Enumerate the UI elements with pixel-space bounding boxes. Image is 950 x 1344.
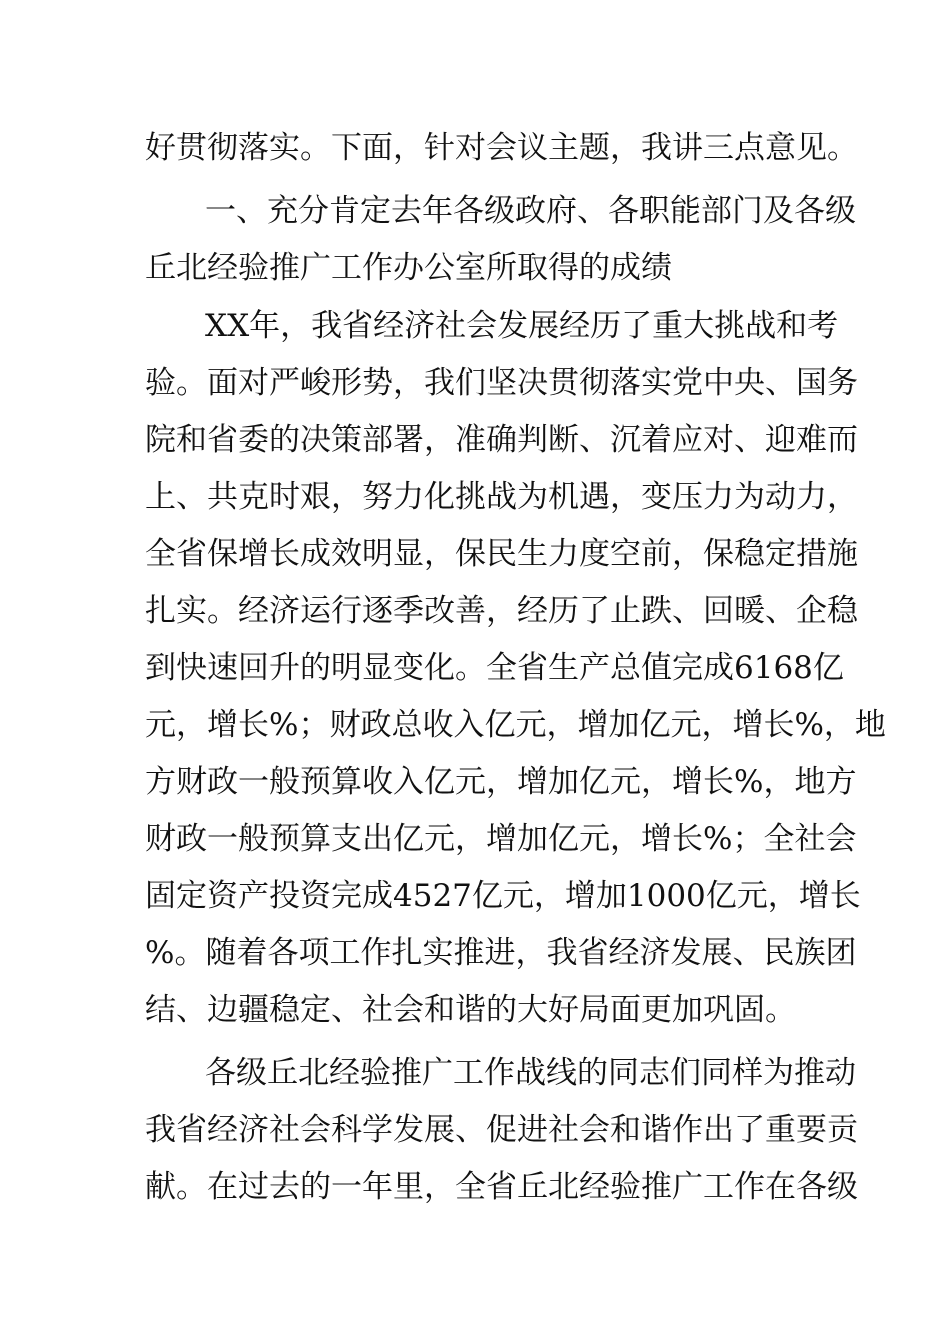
text-line: 方财政一般预算收入亿元，增加亿元，增长%，地方: [145, 764, 857, 800]
text-line: 全省保增长成效明显，保民生力度空前，保稳定措施: [145, 536, 858, 572]
text-line: XX年，我省经济社会发展经历了重大挑战和考: [205, 308, 839, 344]
text-line: 好贯彻落实。下面，针对会议主题，我讲三点意见。: [145, 130, 858, 166]
text-line: 元，增长%；财政总收入亿元，增加亿元，增长%，地: [145, 707, 886, 743]
text-line: 扎实。经济运行逐季改善，经历了止跌、回暖、企稳: [145, 593, 858, 629]
text-line: 上、共克时艰，努力化挑战为机遇，变压力为动力，: [145, 479, 858, 515]
text-line: 我省经济社会科学发展、促进社会和谐作出了重要贡: [145, 1112, 858, 1148]
text-line: 到快速回升的明显变化。全省生产总值完成6168亿: [145, 650, 844, 686]
text-line: 固定资产投资完成4527亿元，增加1000亿元，增长: [145, 878, 861, 914]
text-line: %。随着各项工作扎实推进，我省经济发展、民族团: [145, 935, 857, 971]
text-line: 结、边疆稳定、社会和谐的大好局面更加巩固。: [145, 992, 796, 1028]
text-line: 验。面对严峻形势，我们坚决贯彻落实党中央、国务: [145, 365, 858, 401]
text-line: 财政一般预算支出亿元，增加亿元，增长%；全社会: [145, 821, 857, 857]
section-heading-line: 丘北经验推广工作办公室所取得的成绩: [145, 250, 672, 286]
text-line: 各级丘北经验推广工作战线的同志们同样为推动: [205, 1055, 856, 1091]
section-heading-line: 一、充分肯定去年各级政府、各职能部门及各级: [205, 193, 856, 229]
text-line: 院和省委的决策部署，准确判断、沉着应对、迎难而: [145, 422, 858, 458]
text-line: 献。在过去的一年里，全省丘北经验推广工作在各级: [145, 1169, 858, 1205]
